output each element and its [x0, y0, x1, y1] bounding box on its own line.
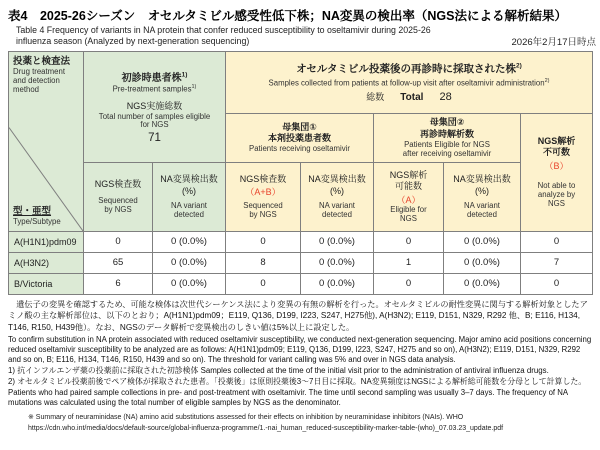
methods-note-jp: 遺伝子の変異を確認するため、可能な検体は次世代シーケンス法により変異の有無の解析を行った。オセルタミビルの耐性変異に関与する解析対象としたアミノ酸の主な解析部位は、以下のとおり；A(H1N1)pdm09；E119, Q136, D199, I223, S247, H275他), A(H3N2); E119, D151, N329, R292 他、B; E116, H134, T146, R150, H439他）。なお、NGSのデータ解析で変異検出のしきい値は5%以上に設定した。 — [8, 299, 588, 333]
results-table — [8, 51, 593, 295]
code-A: （A） — [396, 195, 421, 206]
footnote-marker-2: 2) — [515, 62, 522, 70]
subheader-sequenced-ab: NGS検査数 （A+B） Sequenced by NGS — [226, 162, 301, 231]
code-B: （B） — [544, 161, 569, 172]
page-subtitle-en: Table 4 Frequency of variants in NA protein that confer reduced susceptibility to oseltamivir during 2025-26 influenza season (Analyzed by next-generation sequencing) — [16, 25, 431, 47]
subheader-variant-pre: NA変異検出数 (%) NA variant detected — [153, 162, 226, 231]
footnote-marker-1: 1) — [181, 71, 188, 79]
corner-type-label: 型・亜型 Type/Subtype — [13, 205, 61, 226]
subtitle-row — [0, 24, 600, 48]
header-posttreatment: オセルタミビル投薬後の再診時に採取された株$^{2)}$ Samples collected from patients at follow-up visit after oseltamivir administration$^{2)}$ 総数 Total 28 — [226, 51, 593, 113]
table-row: B/Victoria 6 0 (0.0%) 0 0 (0.0%) 0 0 (0.0%) 0 — [9, 273, 593, 294]
ngs-total-label-jp: NGS実施総数 — [126, 100, 183, 111]
header-group1: 母集団① 本剤投薬患者数 Patients receiving oseltamivir — [226, 113, 374, 162]
corner-method-label: 投薬と検査法 Drug treatment and detection method — [13, 55, 71, 95]
header-not-analyzable: NGS解析 不可数 （B） Not able to analyze by NGS — [521, 113, 593, 231]
row-type-label: A(H3N2) — [9, 252, 84, 273]
footnote-2-jp: 2) オセルタミビル投薬前後でペア検体が採取された患者。「投薬後」は原則投薬後3～7日目に採取。NA変異頻度はNGSによる解析総可能数を分母として計算した。 — [8, 376, 587, 386]
who-reference — [28, 413, 592, 434]
posttreatment-total: 総数 Total 28 — [366, 91, 452, 104]
who-reference-text: ※ Summary of neuraminidase (NA) amino acid substitutions assessed for their effects on inhibition by neuraminidase inhibitors (NAIs). WHO — [28, 414, 464, 422]
ngs-total-label-en: Total number of samples eligible for NGS — [98, 111, 211, 130]
table-row: A(H1N1)pdm09 0 0 (0.0%) 0 0 (0.0%) 0 0 (0.0%) 0 — [9, 231, 593, 252]
who-reference-url: https://cdn.who.int/media/docs/default-source/global-influenza-programme/1.-nai_human_reduced-susceptibility-marker-table-(who)_07.03.23_update.pdf — [28, 424, 504, 432]
corner-cell — [9, 51, 84, 231]
page-title: 表4 2025-26シーズン オセルタミビル感受性低下株；NA変異の検出率（NGS法による解析結果） — [8, 9, 567, 23]
as-of-date: 2026年2月17日時点 — [511, 36, 596, 48]
subheader-eligible: NGS解析 可能数 （A） Eligible for NGS — [374, 162, 444, 231]
footnote-2-en: Patients who had paired sample collections in pre- and post-treatment with oseltamivir. The time until second sampling was usually 3–7 days. The frequency of NA mutations was calculated using the total number of eligible samples by NGS as the denominator. — [8, 388, 568, 408]
posttreatment-total-value: 28 — [439, 91, 452, 104]
subheader-sequenced-pre: NGS検査数 Sequenced by NGS — [84, 162, 153, 231]
subheader-variant-group2: NA変異検出数 (%) NA variant detected — [444, 162, 521, 231]
row-type-label: B/Victoria — [9, 273, 84, 294]
pretreatment-total-value: 71 — [148, 132, 161, 145]
footnotes-block — [8, 299, 592, 434]
header-pretreatment: 初診時患者株$^{1)}$ Pre-treatment samples$^{1)}$ NGS実施総数 Total number of samples eligible for NGS 71 — [84, 51, 226, 162]
methods-note-en: To confirm substitution in NA protein associated with reduced oseltamivir susceptibility, we conducted next-generation sequencing. Major amino acid positions concerning reduced oseltamivir susceptibility to be analyzed are as follows: A(H1N1)pdm09; E119, Q136, D199, I223, S247, H275 and so on), A(H3N2); E119, D151, N329, R292 and so on, B; E116, H134, T146, R150, H439 and so on). The threshold for variant calling was 5% and over in NGS data analysis. — [8, 334, 592, 364]
row-type-label: A(H1N1)pdm09 — [9, 231, 84, 252]
header-group2: 母集団② 再診時解析数 Patients Eligible for NGS after receiving oseltamivir — [374, 113, 521, 162]
footnote-1: 1) 抗インフルエンザ薬の投薬前に採取された初診検体 Samples collected at the time of the initial visit prior to the administration of antiviral influenza drugs. — [8, 365, 549, 375]
subheader-variant-group1: NA変異検出数 (%) NA variant detected — [301, 162, 374, 231]
table-row: A(H3N2) 65 0 (0.0%) 8 0 (0.0%) 1 0 (0.0%) 7 — [9, 252, 593, 273]
code-A-plus-B: （A+B） — [245, 187, 281, 198]
